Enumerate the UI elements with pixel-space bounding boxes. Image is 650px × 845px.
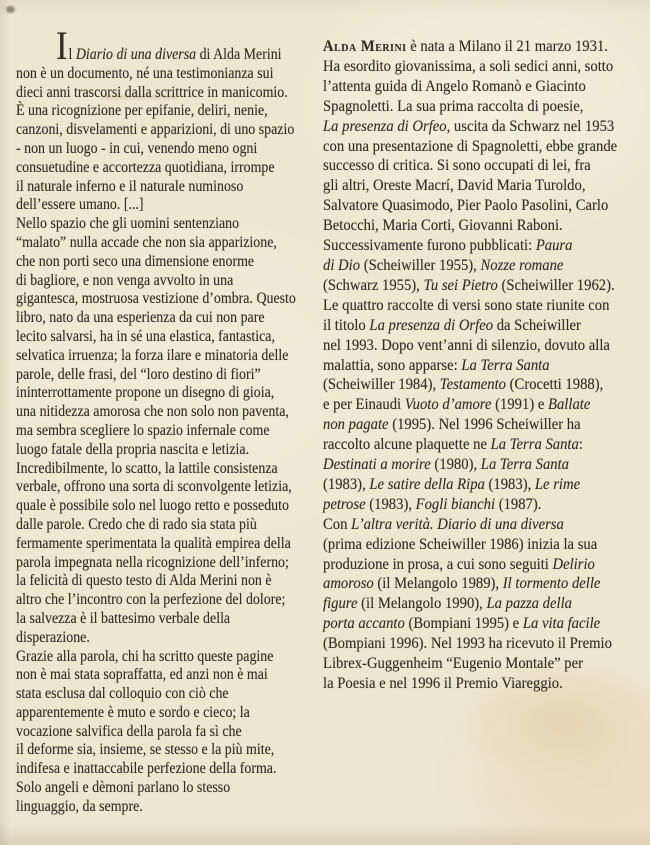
text-line (16, 384, 322, 403)
text-run: Le satire della Ripa (369, 473, 485, 493)
text-run: malattia, sono apparse: (323, 354, 462, 374)
text-line (16, 535, 322, 554)
text-run: dieci anni trascorsi dalla scrittrice in manicomio. (16, 83, 288, 101)
text-run: Betocchi, Maria Corti, Giovanni Raboni. (323, 215, 563, 235)
text-run: è nata a Milano il 21 marzo 1931. (406, 36, 608, 55)
text-run: Incredibilmente, lo scatto, la lattile consistenza (16, 459, 278, 477)
text-line (16, 309, 322, 328)
text-line (323, 474, 649, 494)
text-run: l’attenta guida di Angelo Romanò e Giacinto (323, 75, 586, 95)
text-run: l (68, 46, 76, 63)
text-run: stata esclusa dal colloquio con ciò che (16, 685, 229, 703)
text-run: (1987). (495, 493, 542, 513)
text-run: Alda Merini (323, 36, 407, 55)
text-run: Il tormento delle (502, 573, 601, 593)
text-line (323, 355, 649, 375)
text-line (323, 514, 649, 534)
text-run: Vuoto d’amore (404, 394, 492, 414)
text-line (16, 666, 322, 685)
text-run: “malato” nulla accade che non sia apparizione, (16, 233, 277, 251)
right-column (323, 36, 649, 693)
text-line (16, 366, 322, 385)
text-run: Librex-Guggenheim “Eugenio Montale” per (323, 653, 584, 673)
text-line (323, 36, 649, 56)
text-run: Paura (535, 235, 573, 255)
initial-cap-letter: I (56, 23, 68, 68)
text-line (16, 140, 322, 159)
text-run: parole, delle frasi, del “loro destino di fiori” (16, 365, 261, 383)
text-run: (Scheiwiller 1962). (497, 274, 615, 294)
text-run: gli altri, Oreste Macrí, David Maria Turoldo, (323, 175, 586, 195)
text-run: Diario di una diversa (75, 46, 197, 63)
text-run: verbale, offrono una sorta di sconvolgente letizia, (16, 478, 292, 496)
text-line (323, 215, 649, 235)
text-run: dell’essere umano. [...] (16, 196, 144, 214)
text-run: Solo angeli e dèmoni parlano lo stesso (16, 779, 231, 797)
text-run: una nitidezza amorosa che non solo non paventa, (16, 403, 289, 421)
text-run: amoroso (323, 573, 374, 593)
text-run: luogo fatale della propria nascita e letizia. (16, 440, 250, 458)
text-line (16, 290, 322, 309)
text-line (323, 414, 649, 434)
text-run: La Terra Santa (461, 354, 550, 374)
text-line (323, 175, 649, 195)
text-run: Nozze romane (480, 254, 564, 274)
text-run: (1980), (430, 454, 481, 474)
text-run: nel 1993. Dopo vent’anni di silenzio, dovuto alla (323, 334, 610, 354)
text-line (323, 155, 649, 175)
text-line (323, 374, 649, 394)
text-line (16, 591, 322, 610)
text-run: non è un documento, né una testimonianza sui (16, 64, 274, 82)
text-run: il deforme sia, insieme, se stesso e la più mite, (16, 741, 275, 759)
text-run: (Bompiani 1995) e (404, 613, 523, 633)
text-run: ininterrottamente propone un disegno di gioia, (16, 384, 275, 402)
text-run: il naturale inferno e il naturale numinoso (16, 177, 244, 195)
text-line (16, 23, 322, 68)
text-line (323, 56, 649, 76)
text-run: quale è possibile solo nel luogo retto e posseduto (16, 497, 289, 515)
text-run: (il Melangolo 1990), (357, 593, 487, 613)
text-run: Tu sei Pietro (423, 274, 498, 294)
text-line (323, 315, 649, 335)
text-run: (1983), (484, 473, 535, 493)
text-line (16, 272, 322, 291)
text-run: produzione in prosa, a cui sono seguiti (323, 553, 553, 573)
text-run: (1991) e (491, 394, 549, 414)
text-run: Fogli bianchi (415, 493, 496, 513)
text-run: La pazza della (486, 593, 572, 613)
text-run: porta accanto (323, 613, 405, 633)
text-run: vocazione salvifica della parola fa sì che (16, 722, 242, 740)
text-run: di Dio (323, 254, 361, 274)
text-run: Le rime (534, 473, 581, 493)
text-run: Nello spazio che gli uomini sentenziano (16, 215, 240, 233)
text-line (323, 593, 649, 613)
text-run: La Terra Santa (490, 434, 579, 454)
text-run: (1983), (323, 473, 370, 493)
text-run: di Alda Merini (196, 46, 282, 63)
text-line (16, 478, 322, 497)
text-line (323, 295, 649, 315)
text-run: (Scheiwiller 1984), (323, 374, 440, 394)
text-run: (Schwarz 1955), (323, 274, 424, 294)
text-line (16, 65, 322, 84)
text-line (323, 534, 649, 554)
text-run: di bagliore, e non venga avvolto in una (16, 271, 234, 289)
text-line (16, 798, 322, 817)
text-line (16, 460, 322, 479)
text-line (16, 234, 322, 253)
text-run: (1983), (365, 493, 416, 513)
text-run: , uscita da Schwarz nel 1953 (446, 115, 615, 135)
text-run: altro che l’incontro con la perfezione del dolore; (16, 591, 286, 609)
text-line (16, 422, 322, 441)
text-line (323, 235, 649, 255)
text-run: parola impegnata nella ricognizione dell’inferno; (16, 553, 289, 571)
text-line (323, 195, 649, 215)
text-line (16, 441, 322, 460)
text-line (323, 434, 649, 454)
text-run: indifesa e inattaccabile perfezione della forma. (16, 760, 277, 778)
text-run: che non porti seco una dimensione enorme (16, 252, 255, 270)
text-run: da Scheiwiller (493, 314, 581, 334)
text-run: linguaggio, da sempre. (16, 797, 143, 815)
text-line (16, 741, 322, 760)
text-run: e per Einaudi (323, 394, 405, 414)
text-run: (1995). Nel 1996 Scheiwiller ha (388, 414, 581, 434)
left-column (16, 23, 322, 817)
text-run: il titolo (323, 314, 370, 334)
text-run: ma sembra scegliere lo spazio infernale come (16, 421, 270, 439)
text-run: fermamente sperimentata la qualità empirea della (16, 534, 291, 552)
text-run: La vita facile (522, 613, 601, 633)
text-line (16, 497, 322, 516)
text-run: consuetudine e accortezza quotidiana, irrompe (16, 158, 275, 176)
text-line (323, 255, 649, 275)
text-line (16, 760, 322, 779)
text-line (16, 347, 322, 366)
text-line (16, 403, 322, 422)
text-line (323, 76, 649, 96)
text-line (16, 704, 322, 723)
text-run: Ha esordito giovanissima, a soli sedici anni, sotto (323, 55, 614, 75)
text-run: disperazione. (16, 628, 90, 646)
text-line (16, 159, 322, 178)
text-line (323, 494, 649, 514)
text-line (323, 554, 649, 574)
text-run: la felicità di questo testo di Alda Merini non è (16, 572, 272, 590)
text-line (16, 779, 322, 798)
text-line (16, 648, 322, 667)
text-run: (Crocetti 1988), (506, 374, 604, 394)
text-line (16, 121, 322, 140)
text-line (323, 573, 649, 593)
text-line (323, 116, 649, 136)
text-run: (Scheiwiller 1955), (360, 254, 481, 274)
text-run: : (578, 434, 583, 454)
text-run: lecito salvarsi, ha in sé una elastica, fantastica, (16, 327, 275, 345)
text-run: petrose (323, 493, 366, 513)
text-line (16, 328, 322, 347)
text-run: (il Melangolo 1989), (373, 573, 503, 593)
text-run: la salvezza è il battesimo verbale della (16, 609, 231, 627)
text-line (16, 84, 322, 103)
text-run: Salvatore Quasimodo, Pier Paolo Pasolini, Carlo (323, 195, 609, 215)
text-line (323, 275, 649, 295)
text-run: L’altra verità. Diario di una diversa (351, 513, 564, 533)
text-run: La Terra Santa (480, 454, 570, 474)
text-run: (prima edizione Scheiwiller 1986) inizia la sua (323, 533, 598, 553)
text-line (16, 215, 322, 234)
paper-speck (6, 6, 15, 13)
text-run: la Poesia e nel 1996 il Premio Viareggio. (323, 673, 563, 692)
text-line (16, 253, 322, 272)
text-line (323, 394, 649, 414)
text-line (16, 685, 322, 704)
text-line (16, 516, 322, 535)
text-run: Successivamente furono pubblicati: (323, 235, 536, 255)
text-run: apparentemente è muto e sordo e cieco; la (16, 703, 250, 721)
text-line (323, 673, 649, 693)
text-run: libro, nato da una esperienza da cui non pare (16, 309, 265, 327)
text-run: - non un luogo - in cui, venendo meno ogni (16, 139, 258, 157)
text-line (323, 96, 649, 116)
text-line (323, 653, 649, 673)
text-run: È una ricognizione per epifanie, deliri, nenie, (16, 102, 268, 120)
text-line (16, 196, 322, 215)
text-run: Destinati a morire (323, 454, 431, 474)
text-line (323, 136, 649, 156)
text-run: gigantesca, mostruosa vestizione d’ombra. Questo (16, 290, 296, 308)
text-run: successo di critica. Si sono occupati di lei, fra (323, 155, 591, 175)
text-run: figure (323, 593, 358, 613)
text-run: canzoni, disvelamenti e apparizioni, di uno spazio (16, 121, 295, 139)
text-run: Le quattro raccolte di versi sono state riunite con (323, 294, 610, 314)
text-run: selvatica irruenza; la forza ilare e minatoria delle (16, 346, 289, 364)
text-run: La presenza di Orfeo (323, 115, 447, 135)
text-line (16, 610, 322, 629)
text-run: (Bompiani 1996). Nel 1993 ha ricevuto il Premio (323, 633, 612, 653)
text-run: Ballate (548, 394, 591, 414)
text-run: Grazie alla parola, chi ha scritto queste pagine (16, 647, 274, 665)
text-line (16, 178, 322, 197)
text-line (323, 335, 649, 355)
text-run: raccolto alcune plaquette ne (323, 434, 491, 454)
text-run: Delirio (552, 553, 595, 573)
text-run: Spagnoletti. La sua prima raccolta di poesie, (323, 95, 584, 115)
text-run: dalle parole. Credo che di rado sia stata più (16, 515, 257, 533)
text-run: Con (323, 513, 352, 533)
text-run: non pagate (323, 414, 389, 434)
text-line (16, 102, 322, 121)
text-run: Testamento (439, 374, 507, 394)
text-line (16, 554, 322, 573)
text-line (323, 613, 649, 633)
text-line (323, 633, 649, 653)
text-line (16, 629, 322, 648)
text-line (323, 454, 649, 474)
text-run: non è mai stata sopraffatta, ed anzi non è mai (16, 666, 268, 684)
text-run: con una presentazione di Spagnoletti, ebbe grande (323, 135, 618, 155)
text-run: La presenza di Orfeo (369, 314, 494, 334)
text-line (16, 572, 322, 591)
text-line (16, 723, 322, 742)
